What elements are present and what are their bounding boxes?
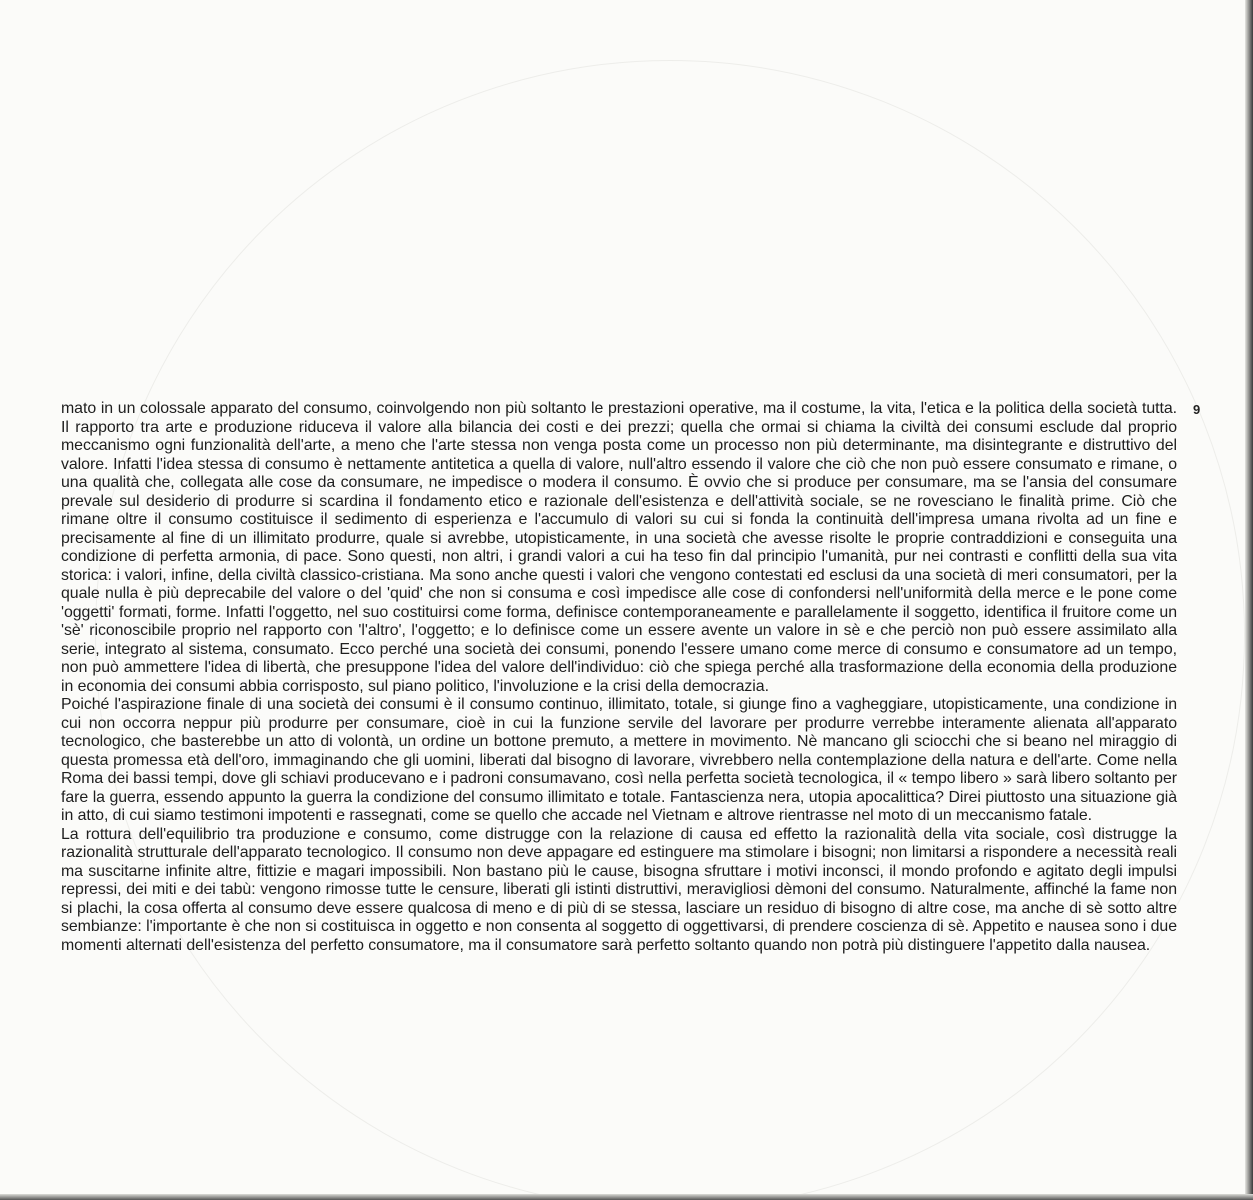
page-right-edge-shadow xyxy=(1245,0,1253,1200)
paragraph-3: La rottura dell'equilibrio tra produzione e consumo, come distrugge con la relazione di causa ed effetto la razionalità della vita sociale, così distrugge la razionalità strutturale dell'apparato tecnologico. Il consumo non deve appagare ed estinguere ma stimolare i bisogni; non limitarsi a rispondere a necessità reali ma suscitarne infinite altre, fittizie e magari impossibili. Non bastano più le cause, bisogna sfruttare i motivi inconsci, il mondo profondo e agitato degli impulsi repressi, dei miti e dei tabù: vengono rimosse tutte le censure, liberati gli istinti distruttivi, meravigliosi dèmoni del consumo. Naturalmente, affinché la fame non si plachi, la cosa offerta al consumo deve essere qualcosa di meno e di più di se stessa, lasciare un residuo di bisogno di altre cose, ma anche di sè sotto altre sembianze: l'importante è che non si costituisca in oggetto e non consenta al soggetto di oggettivarsi, di prendere coscienza di sè. Appetito e nausea sono i due momenti alternati dell'esistenza del perfetto consumatore, ma il consumatore sarà perfetto soltanto quando non potrà più distinguere l'appetito dalla nausea. xyxy=(61,825,1177,954)
page-number: 9 xyxy=(1193,402,1201,417)
paragraph-1: mato in un colossale apparato del consumo, coinvolgendo non più soltanto le prestazioni operative, ma il costume, la vita, l'etica e la politica della società tutta. Il rapporto tra arte e produzione riduceva il valore alla bilancia dei costi e dei prezzi; quella che ormai si chiama la civiltà dei consumi esclude dal proprio meccanismo ogni funzionalità dell'arte, a meno che l'arte stessa non venga posta come un processo non più determinante, ma disintegrante e distruttivo del valore. Infatti l'idea stessa di consumo è nettamente antitetica a quella di valore, null'altro essendo il valore che ciò che non può essere consumato e rimane, o una qualità che, collegata alle cose da consumare, ne impedisce o modera il consumo. È ovvio che si produce per consumare, ma se l'ansia del consumare prevale sul desiderio di produrre si scardina il fondamento etico e razionale dell'esistenza e dell'attività sociale, se ne rovesciano le finalità prime. Ciò che rimane oltre il consumo costituisce il sedimento di esperienza e l'accumulo di valori su cui si fonda la continuità dell'impresa umana rivolta ad un fine e precisamente al fine di un illimitato produrre, quale si avrebbe, utopisticamente, in una società che avesse risolte le proprie contraddizioni e conseguita una condizione di perfetta armonia, di pace. Sono questi, non altri, i grandi valori a cui ha teso fin dal principio l'umanità, pur nei contrasti e conflitti della sua vita storica: i valori, infine, della civiltà classico-cristiana. Ma sono anche questi i valori che vengono contestati ed esclusi da una società di meri consumatori, per la quale nulla è più deprecabile del valore o del 'quid' che non si consuma e così impedisce alle cose di confondersi nell'uniformità della merce e le pone come 'oggetti' formati, forme. Infatti l'oggetto, nel suo costituirsi come forma, definisce contemporaneamente e parallelamente il soggetto, identifica il fruitore come un 'sè' riconoscibile proprio nel rapporto con 'l'altro', l'oggetto; e lo definisce come un essere avente un valore in sè e che perciò non può essere assimilato alla serie, integrato al sistema, consumato. Ecco perché una società dei consumi, ponendo l'essere umano come merce di consumo e consumatore ad un tempo, non può ammettere l'idea di libertà, che presuppone l'idea del valore dell'individuo: ciò che spiega perché alla trasformazione della economia della produzione in economia dei consumi abbia corrisposto, sul piano politico, l'involuzione e la crisi della democrazia. xyxy=(61,400,1177,695)
body-text xyxy=(61,400,1177,955)
paragraph-2: Poiché l'aspirazione finale di una società dei consumi è il consumo continuo, illimitato, totale, si giunge fino a vagheggiare, utopisticamente, una condizione in cui non occorra neppur più produrre per consumare, cioè in cui la funzione servile del lavorare per produrre verrebbe interamente alienata all'apparato tecnologico, che basterebbe un atto di volontà, un ordine un bottone premuto, a mettere in movimento. Nè mancano gli sciocchi che si beano nel miraggio di questa promessa età dell'oro, immaginando che gli uomini, liberati dal bisogno di lavorare, vivrebbero nella contemplazione della natura e dell'arte. Come nella Roma dei bassi tempi, dove gli schiavi producevano e i padroni consumavano, così nella perfetta società tecnologica, il « tempo libero » sarà libero soltanto per fare la guerra, essendo appunto la guerra la condizione del consumo illimitato e totale. Fantascienza nera, utopia apocalittica? Direi piuttosto una situazione già in atto, di cui siamo testimoni impotenti e rassegnati, come se quello che accade nel Vietnam e altrove rientrasse nel moto di un meccanismo fatale. xyxy=(61,696,1177,824)
page-bottom-edge-shadow xyxy=(0,1194,1253,1200)
